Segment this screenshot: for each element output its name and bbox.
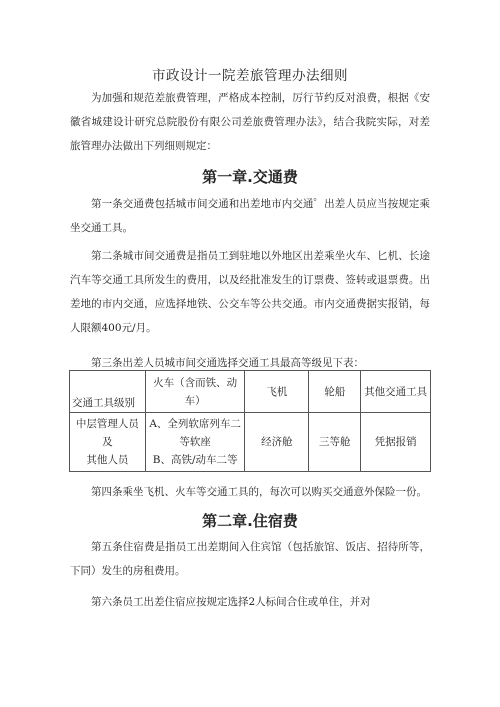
header-plane: 飞机 [245, 371, 309, 413]
header-train [145, 371, 245, 413]
article-3-caption: 第三条出差人员城市间交通选择交通工具最高等级见下表： [91, 357, 364, 369]
article-5-paragraph: 第五条住宿费是指员工出差期间入住宾馆（包括旅馆、饭店、招待所等，下同）发生的房租费用。 [70, 541, 430, 577]
article-6-paragraph: 第六条员工出差住宿应按规定选择2人标间合住或单住，并对 [91, 596, 371, 608]
cell-staff-line2: 其他人员 [86, 454, 129, 466]
transport-grade-table [69, 370, 431, 472]
chapter-2-heading: 第二章.住宿费 [202, 512, 298, 530]
cell-staff-line1: 中层管理人员及 [75, 418, 139, 448]
table-row [70, 413, 431, 472]
article-2-paragraph: 第二条城市间交通费是指员工到驻地以外地区出差乘坐火车、匕机、长途汽车等交通工具所发生的费用，以及经批准发生的订票费、签转或退票费。出差地的市内交通，应选择地铁、公交车等公共交通。市内交通费据实报销，每人限额400元/月。 [70, 250, 430, 334]
cell-ship: 三等舱 [309, 413, 361, 472]
cell-train-b: B、高铁/动车二等 [152, 454, 238, 466]
header-transport-level-text: 交通工具级别 [72, 397, 135, 409]
document-title: 市政设计一院差旅管理办法细则 [152, 68, 348, 84]
chapter-1-heading: 第一章.交通费 [202, 168, 298, 186]
header-train-line2: 车） [184, 394, 206, 407]
header-other: 其他交通工具 [361, 371, 431, 413]
cell-train-a1: A、全列软席列车二 [149, 418, 241, 430]
cell-train-a2: 等软座 [179, 436, 211, 448]
cell-plane: 经济舱 [245, 413, 309, 472]
cell-train [145, 413, 245, 472]
article-1-paragraph: 第一条交通费包括城市间交通和出差地市内交通゜出差人员应当按规定乘坐交通工具。 [70, 198, 430, 234]
cell-other: 凭据报销 [361, 413, 431, 472]
intro-paragraph: 为加强和规范差旅费管理，严格成本控制，厉行节约反对浪费，根据《安徽省城建设计研究总院股份有限公司差旅费管理办法》，结合我院实际，对差旅管理办法做出下列细则规定： [70, 92, 430, 152]
cell-staff-level [70, 413, 146, 472]
header-transport-level [70, 371, 146, 413]
table-header-row [70, 371, 431, 413]
header-train-line1: 火车（含而铁、动 [153, 376, 238, 389]
article-4-paragraph: 第四条乘坐飞机、火车等交通工具的，每次可以购买交通意外保险一份。 [91, 486, 427, 498]
header-ship: 轮船 [309, 371, 361, 413]
